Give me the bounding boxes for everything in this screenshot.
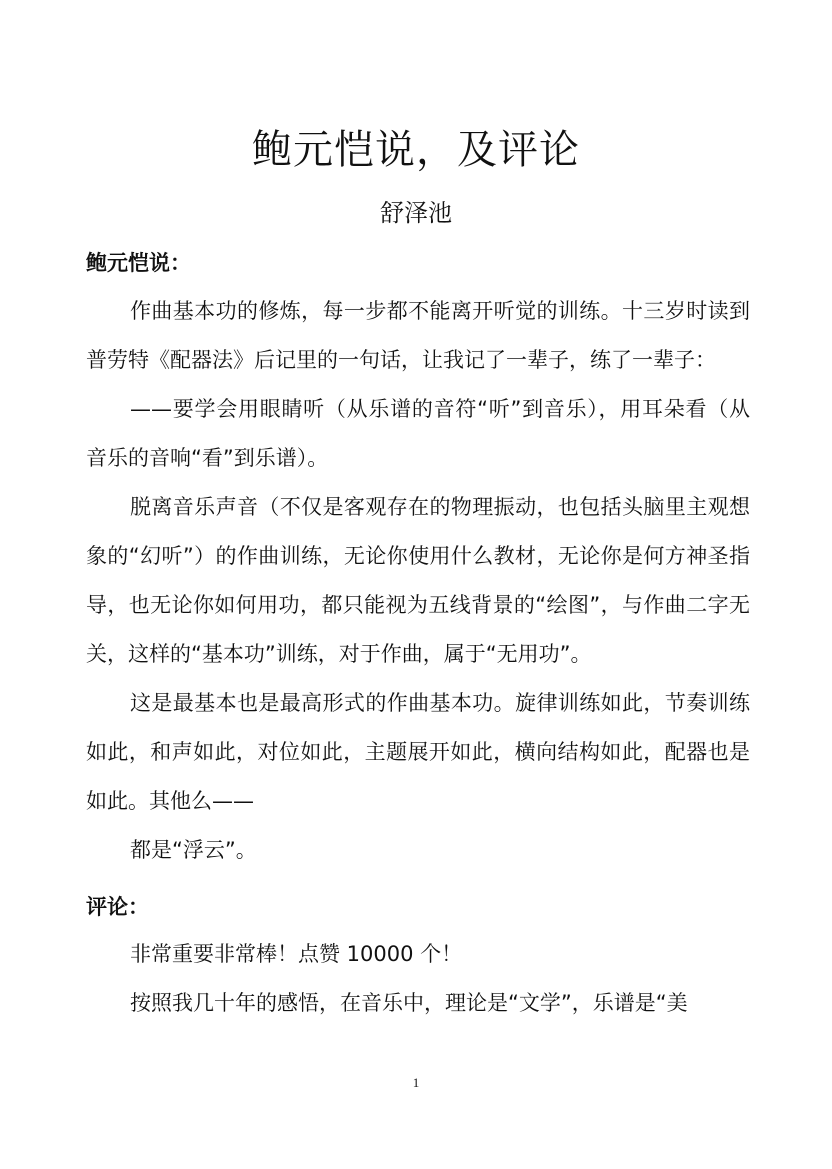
page-number: 1 [412,1075,420,1090]
paragraph: 都是“浮云”。 [130,838,257,862]
paragraph: 作曲基本功的修炼，每一步都不能离开听觉的训练。十三岁时读到普劳特《配器法》后记里的一句话，让我记了一辈子，练了一辈子： [86,299,750,372]
section-heading-comment: 评论： [86,895,149,919]
section-heading-bao: 鲍元恺说： [86,251,191,275]
paragraph: 脱离音乐声音（不仅是客观存在的物理振动，也包括头脑里主观想象的“幻听”）的作曲训练，无论你使用什么教材，无论你是何方神圣指导，也无论你如何用功，都只能视为五线背景的“绘图”，与作曲二字无关，这样的“基本功”训练，对于作曲，属于“无用功”。 [86,495,750,666]
paragraph: 这是最基本也是最高形式的作曲基本功。旋律训练如此，节奏训练如此，和声如此，对位如此，主题展开如此，横向结构如此，配器也是如此。其他么—— [86,691,750,813]
paragraph: 按照我几十年的感悟，在音乐中，理论是“文学”，乐谱是“美 [130,991,688,1015]
section-body-bao [86,287,750,875]
section-body-comment [86,930,750,1028]
author-name: 舒泽池 [380,199,452,227]
paragraph: ——要学会用眼睛听（从乐谱的音符“听”到音乐），用耳朵看（从音乐的音响“看”到乐谱）。 [86,397,750,470]
paragraph: 非常重要非常棒！点赞 10000 个！ [130,942,463,966]
document-title: 鲍元恺说，及评论 [252,127,580,173]
